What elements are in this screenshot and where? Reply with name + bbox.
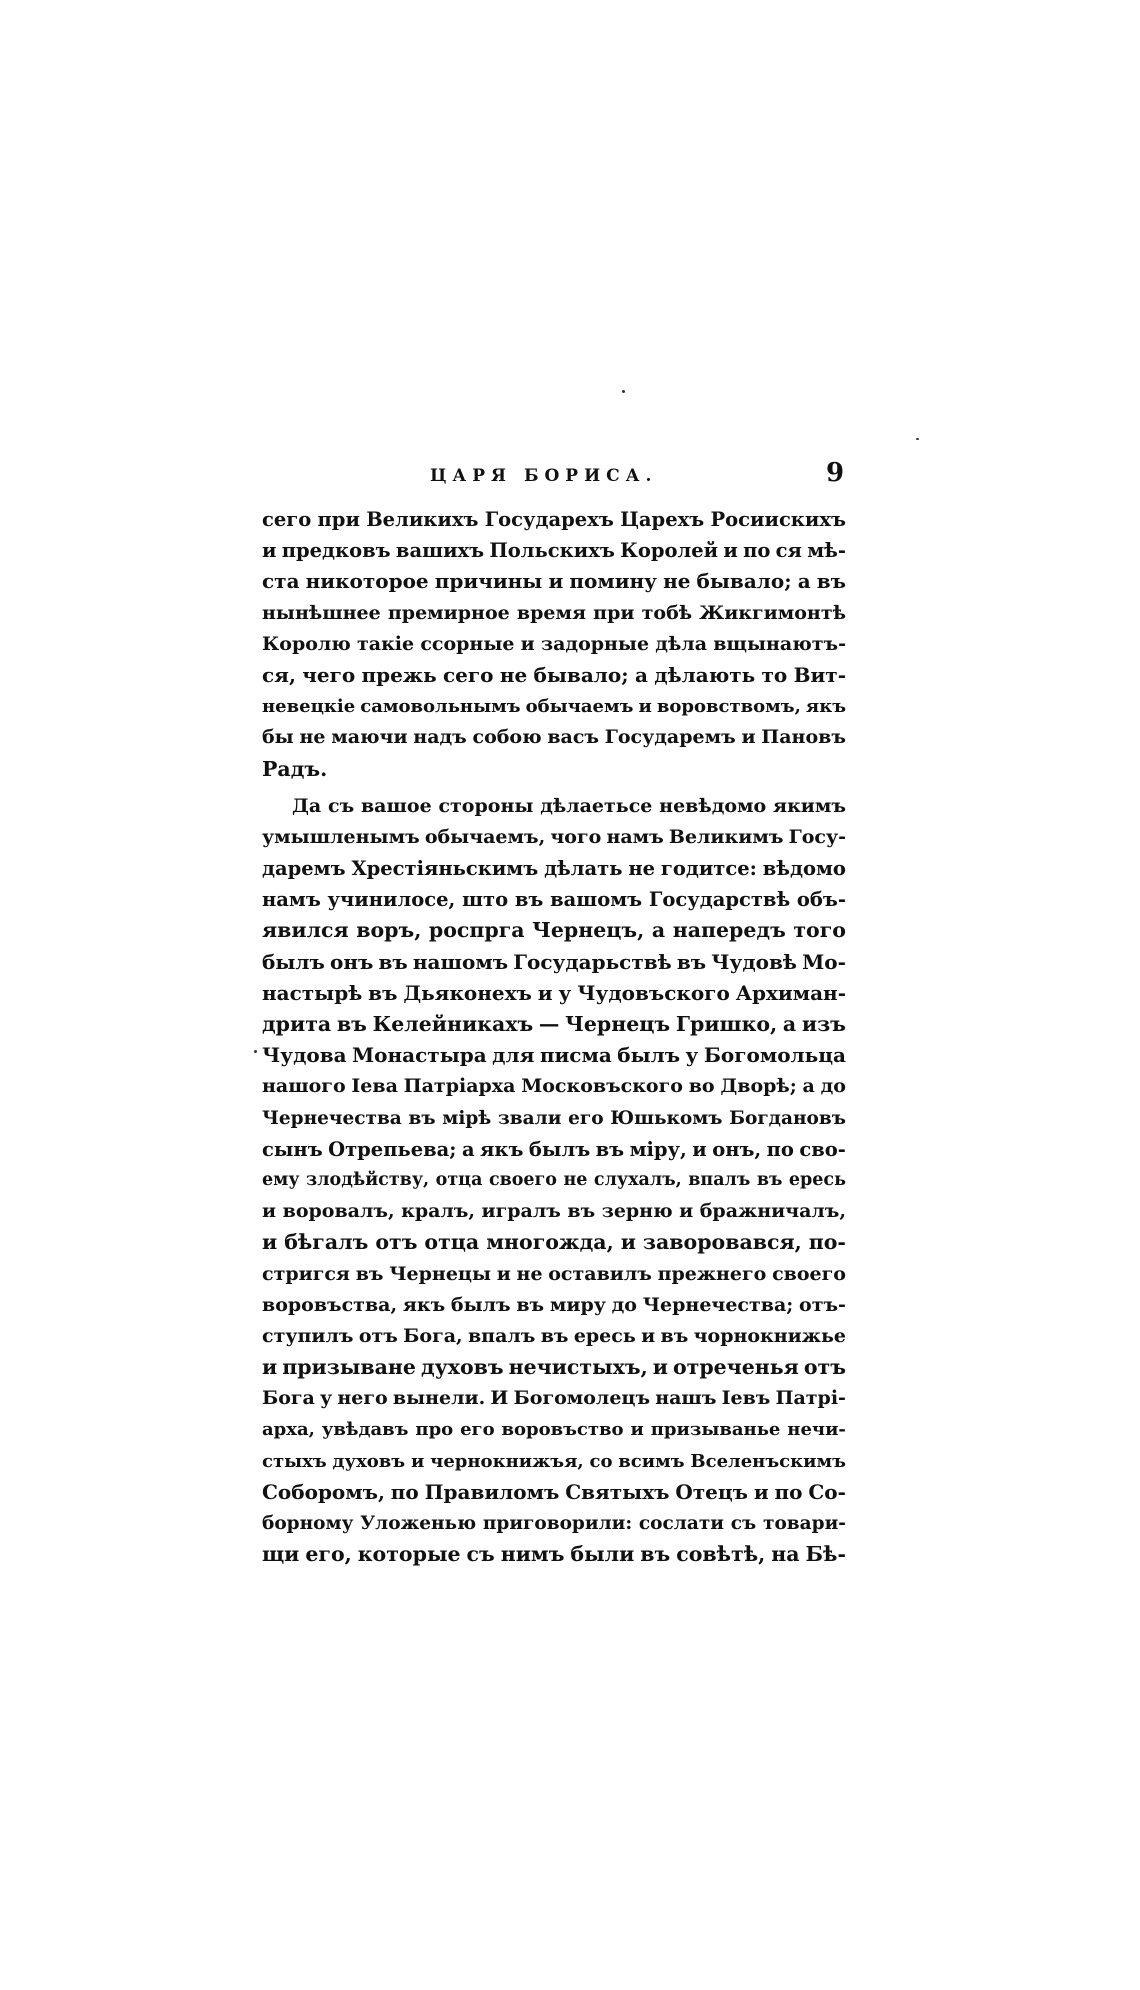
ink-speck <box>254 1050 257 1053</box>
word: въ <box>660 1324 689 1347</box>
text-line <box>262 1414 846 1445</box>
word: арха, <box>262 1419 315 1441</box>
word: въ <box>756 1169 783 1190</box>
word: звали <box>498 1107 562 1129</box>
word: зерню <box>601 1200 673 1223</box>
paragraph-2 <box>262 791 846 1571</box>
word: въ <box>514 888 544 912</box>
word: и <box>262 1355 278 1380</box>
word: призыванье <box>650 1419 781 1441</box>
word: духовъ <box>332 1450 406 1472</box>
text-line <box>262 1134 846 1165</box>
word: у <box>558 980 572 1005</box>
word: помину <box>569 569 657 594</box>
word: воровъства, <box>262 1293 398 1316</box>
word: сего <box>443 662 494 687</box>
word: Іевъ <box>721 1387 771 1410</box>
word: его <box>568 1107 604 1129</box>
word: Хрестіяньскимъ <box>351 857 539 881</box>
word: бѣгалъ <box>284 1230 369 1255</box>
word: тобѣ <box>641 601 693 624</box>
word: щи <box>262 1542 300 1567</box>
word: его <box>460 1419 495 1441</box>
word: чорнокнижье <box>693 1324 846 1347</box>
text-line <box>262 1103 846 1134</box>
word: борному <box>262 1513 354 1534</box>
text-line <box>262 1227 846 1258</box>
word: вашомъ <box>550 888 643 912</box>
word: отца <box>424 1230 480 1255</box>
word: заворовався, <box>642 1230 802 1255</box>
word: стороны <box>438 794 534 817</box>
word: Бога, <box>403 1324 463 1347</box>
word: у <box>685 1043 699 1068</box>
word: призыване <box>282 1355 416 1380</box>
text-line <box>262 1009 846 1040</box>
word: отъ <box>803 1355 846 1380</box>
word: приговорили: <box>482 1513 633 1534</box>
word: даремъ <box>262 857 346 881</box>
word: у <box>320 1387 333 1410</box>
word: не <box>628 857 656 881</box>
word: Отрепьева; <box>328 1137 457 1161</box>
word: нимъ <box>500 1542 565 1567</box>
word: бывало; <box>533 662 629 687</box>
word: а <box>461 1137 475 1161</box>
text-line <box>262 947 846 978</box>
word: якъ <box>480 1137 524 1161</box>
word: съ <box>730 1513 757 1534</box>
word: въ <box>368 980 398 1005</box>
word: миру <box>549 1293 606 1316</box>
word: прежнего <box>657 1262 767 1285</box>
word: Чудова <box>262 1043 347 1068</box>
word: и <box>692 1137 707 1161</box>
word: нечи- <box>787 1419 846 1441</box>
word: стыхъ <box>262 1450 327 1472</box>
word: предковъ <box>281 539 391 563</box>
word: явился <box>262 918 349 943</box>
word: Чернечества <box>262 1107 402 1129</box>
text-line <box>262 884 846 915</box>
word: Чудовъского <box>577 980 730 1005</box>
ink-speck <box>622 390 625 393</box>
text-line <box>262 566 846 597</box>
word: премирное <box>387 601 510 624</box>
word: дрита <box>262 1012 332 1036</box>
text-line <box>262 853 846 884</box>
word: Богомольца <box>703 1043 846 1068</box>
word: надъ <box>413 726 467 749</box>
word: на <box>771 1542 800 1567</box>
word: стригся <box>262 1262 350 1285</box>
word: мірѣ <box>442 1107 492 1129</box>
word: и <box>537 980 553 1005</box>
word: ся, <box>262 662 296 687</box>
word: ересь <box>788 1169 846 1190</box>
word: такіе <box>357 632 415 655</box>
word: увѣдавъ <box>321 1419 409 1441</box>
word: вашое <box>360 794 432 817</box>
text-line <box>262 629 846 660</box>
word: невецкіе <box>262 696 356 718</box>
word: Архиман- <box>735 980 846 1005</box>
word: самовольнымъ <box>360 696 521 718</box>
word: ступилъ <box>262 1324 354 1347</box>
word: якъ <box>805 696 846 718</box>
word: были <box>570 1542 635 1567</box>
word: съ <box>466 1542 495 1567</box>
word: Святыхъ <box>565 1479 670 1504</box>
word: воровъство <box>501 1419 624 1441</box>
word: Госу- <box>788 825 846 848</box>
word: и <box>723 539 738 563</box>
word: и <box>548 569 564 594</box>
text-line <box>262 1508 846 1539</box>
word: и <box>652 1355 668 1380</box>
word: а <box>634 662 648 687</box>
word: бы <box>262 726 294 749</box>
word: и <box>638 696 652 718</box>
word: кралъ, <box>401 1200 475 1223</box>
word: нашъ <box>655 1387 717 1410</box>
word: и <box>410 1450 425 1472</box>
running-head: ЦАРЯ БОРИСА. <box>430 466 658 486</box>
word: Царехъ <box>620 508 705 531</box>
word: въ <box>336 1012 367 1036</box>
word: чернокнижъя, <box>430 1450 584 1472</box>
word: Жикгимонтѣ <box>699 601 846 624</box>
word: до <box>611 1293 637 1316</box>
word: Польскихъ <box>489 539 615 563</box>
text-line <box>262 1477 846 1508</box>
word: и <box>520 632 535 655</box>
word: для <box>492 1043 535 1068</box>
word: и <box>641 1324 656 1347</box>
text-line <box>262 1321 846 1352</box>
word: него <box>337 1387 388 1410</box>
word: и <box>753 1479 769 1504</box>
word: намъ <box>262 888 321 912</box>
word: слухалъ, <box>593 1169 682 1190</box>
text-line <box>262 535 846 566</box>
word: Отецъ <box>675 1479 748 1504</box>
word: васъ <box>547 726 599 749</box>
word: воръ, <box>356 918 422 943</box>
word: Уложенью <box>360 1513 477 1534</box>
word: Росиискихъ <box>710 508 846 531</box>
word: многожда, <box>486 1230 614 1255</box>
word: Богдановъ <box>729 1107 846 1129</box>
word: Вселенъскимъ <box>690 1450 846 1472</box>
word: время <box>516 601 587 624</box>
word: Чудовѣ <box>711 949 797 974</box>
word: нашомъ <box>412 949 509 974</box>
word: намъ <box>606 825 664 848</box>
word: Патріарха <box>403 1075 516 1098</box>
word: Московъского <box>521 1075 683 1098</box>
word: ста <box>262 569 300 594</box>
text-line <box>262 1040 846 1071</box>
word: дѣла <box>655 632 708 655</box>
word: Келейникахъ <box>372 1012 534 1036</box>
word: и <box>630 1419 644 1441</box>
word: не <box>299 726 326 749</box>
word: Чернечества; <box>642 1293 794 1316</box>
word: то <box>761 662 788 687</box>
word: писма <box>539 1043 612 1068</box>
word: вашихъ <box>395 539 485 563</box>
word: въ <box>540 1324 569 1347</box>
word: Государехъ <box>484 508 614 531</box>
word: въ <box>816 569 846 594</box>
text-line <box>262 660 846 691</box>
word: въ <box>640 1542 671 1567</box>
word: до <box>820 1075 846 1098</box>
word: Вит- <box>793 662 846 687</box>
word: И <box>490 1387 509 1410</box>
word: объ- <box>796 888 846 912</box>
word: а <box>651 918 666 943</box>
word: Соборомъ, <box>262 1479 385 1504</box>
word: по <box>774 1479 803 1504</box>
word: при <box>593 601 635 624</box>
word: и <box>620 1230 636 1255</box>
word: роспрга <box>428 918 525 943</box>
text-line <box>262 691 846 722</box>
text-line <box>262 722 846 753</box>
word: отъ- <box>799 1293 846 1316</box>
word: не <box>663 569 691 594</box>
word: въ <box>378 949 408 974</box>
word: прежь <box>361 662 437 687</box>
text-line <box>262 1446 846 1477</box>
text-line <box>262 1290 846 1321</box>
word: и <box>262 1230 278 1255</box>
word: съ <box>328 794 355 817</box>
text-line <box>262 1259 846 1290</box>
word: въ <box>676 949 707 974</box>
word: совѣтѣ, <box>676 1542 766 1567</box>
word: а <box>782 1012 797 1036</box>
word: Королю <box>262 632 351 655</box>
word: въ <box>355 1262 384 1285</box>
word: не <box>563 1169 588 1190</box>
text-line <box>262 978 846 1009</box>
word: изъ <box>801 1012 846 1036</box>
word: сего <box>262 508 312 531</box>
word: своего <box>772 1262 846 1285</box>
text-line <box>262 1165 846 1196</box>
word: Пановъ <box>761 726 846 749</box>
word: ся <box>775 539 802 563</box>
word: Со- <box>808 1479 846 1504</box>
word: отца <box>435 1169 483 1190</box>
word: отъ <box>358 1324 398 1347</box>
word: духовъ <box>420 1355 504 1380</box>
word: воровствомъ, <box>656 696 801 718</box>
word: всимъ <box>618 1450 685 1472</box>
word: дѣлать <box>544 857 623 881</box>
word: его, <box>305 1542 352 1567</box>
word: собою <box>472 726 542 749</box>
text-line <box>262 1383 846 1414</box>
word: Чернецы <box>389 1262 491 1285</box>
word: Дьяконехъ <box>403 980 532 1005</box>
word: отъ <box>375 1230 418 1255</box>
text-line <box>262 1352 846 1383</box>
word: игралъ <box>481 1200 561 1223</box>
word: вынели. <box>392 1387 486 1410</box>
word: и <box>679 1200 694 1223</box>
word: напередъ <box>672 918 786 943</box>
word: въ <box>567 1200 596 1223</box>
word: Монастыра <box>352 1043 487 1068</box>
word: сослати <box>638 1513 725 1534</box>
word: сво- <box>799 1137 846 1161</box>
word: якъ <box>402 1293 446 1316</box>
word: — <box>538 1012 560 1036</box>
word: былъ <box>528 1137 591 1161</box>
word: сынъ <box>262 1137 323 1161</box>
word: ссорные <box>420 632 515 655</box>
word: ему <box>262 1169 300 1190</box>
page-number: 9 <box>826 458 845 488</box>
word: нечистыхъ, <box>508 1355 648 1380</box>
text-line <box>262 504 846 535</box>
text-line <box>262 598 846 629</box>
word: умышленымъ <box>262 825 420 848</box>
word: Королей <box>620 539 719 563</box>
word: Чернецъ, <box>532 918 645 943</box>
word: бражничалъ, <box>699 1200 846 1223</box>
word: впалъ <box>688 1169 751 1190</box>
word: вщынаютъ- <box>713 632 846 655</box>
word: злодѣйству, <box>306 1169 430 1190</box>
word: во <box>688 1075 715 1098</box>
word: и <box>262 1200 277 1223</box>
text-line <box>262 1539 846 1570</box>
text-line <box>262 1071 846 1102</box>
word: не <box>516 1262 543 1285</box>
word: того <box>793 918 846 943</box>
word: Гришко, <box>675 1012 778 1036</box>
word: Великимъ <box>668 825 784 848</box>
word: онъ, <box>712 1137 762 1161</box>
word: и <box>496 1262 511 1285</box>
word: отреченья <box>672 1355 799 1380</box>
word: Мо- <box>802 949 846 974</box>
word: въ <box>595 1137 625 1161</box>
word: годитсе: <box>660 857 757 881</box>
word: дѣлають <box>654 662 756 687</box>
word: задорные <box>540 632 650 655</box>
text-line <box>262 915 846 946</box>
word: Чернецъ <box>565 1012 671 1036</box>
paragraph-1 <box>262 504 846 785</box>
word: Бога <box>262 1387 315 1410</box>
word: товари- <box>762 1513 846 1534</box>
word: былъ <box>450 1293 511 1316</box>
word: дѣлаетьсе <box>540 794 653 817</box>
word: по- <box>808 1230 846 1255</box>
word: Правиломъ <box>424 1479 560 1504</box>
word: а <box>802 1075 815 1098</box>
word: былъ <box>262 949 325 974</box>
word: въ <box>408 1107 436 1129</box>
word: и <box>741 726 756 749</box>
word: оставилъ <box>548 1262 652 1285</box>
text-line: Радъ. <box>262 756 328 781</box>
word: и <box>262 539 277 563</box>
word: причины <box>434 569 543 594</box>
word: никоторое <box>305 569 429 594</box>
word: чего <box>302 662 356 687</box>
word: Іева <box>351 1075 398 1098</box>
word: бывало; <box>696 569 792 594</box>
word: воровалъ, <box>282 1200 395 1223</box>
word: онъ <box>330 949 374 974</box>
word: которые <box>357 1542 461 1567</box>
word: по <box>743 539 771 563</box>
word: Да <box>292 794 322 817</box>
word: невѣдомо <box>659 794 767 817</box>
word: мѣ- <box>807 539 846 563</box>
word: ересь <box>573 1324 636 1347</box>
word: въ <box>516 1293 545 1316</box>
word: настырѣ <box>262 980 363 1005</box>
word: по <box>766 1137 794 1161</box>
word: маючи <box>331 726 408 749</box>
word: Богомолецъ <box>513 1387 651 1410</box>
word: якимъ <box>773 794 846 817</box>
word: што <box>462 888 509 912</box>
word: Дворѣ; <box>720 1075 797 1098</box>
word: впалъ <box>467 1324 536 1347</box>
word: со <box>589 1450 613 1472</box>
word: міру, <box>629 1137 687 1161</box>
word: нашого <box>262 1075 346 1098</box>
word: про <box>415 1419 454 1441</box>
word: Бѣ- <box>805 1542 846 1567</box>
word: своего <box>488 1169 557 1190</box>
word: чого <box>550 825 602 848</box>
word: вѣдомо <box>762 857 846 881</box>
word: Патрі- <box>775 1387 846 1410</box>
word: Государьствѣ <box>513 949 672 974</box>
word: Государемъ <box>604 726 736 749</box>
word: обычаемъ, <box>424 825 546 848</box>
word: былъ <box>617 1043 681 1068</box>
word: по <box>390 1479 419 1504</box>
word: Юшькомъ <box>610 1107 723 1129</box>
ink-speck <box>916 438 919 440</box>
body-text <box>262 504 846 1570</box>
word: обычаемъ <box>525 696 634 718</box>
word: при <box>317 508 360 531</box>
text-line <box>262 822 846 853</box>
word: не <box>499 662 528 687</box>
word: нынѣшнее <box>262 601 381 624</box>
word: Великихъ <box>366 508 479 531</box>
word: Государствѣ <box>648 888 791 912</box>
word: учинилосе, <box>327 888 456 912</box>
text-line <box>262 1196 846 1227</box>
word: а <box>797 569 811 594</box>
text-line <box>262 791 846 822</box>
